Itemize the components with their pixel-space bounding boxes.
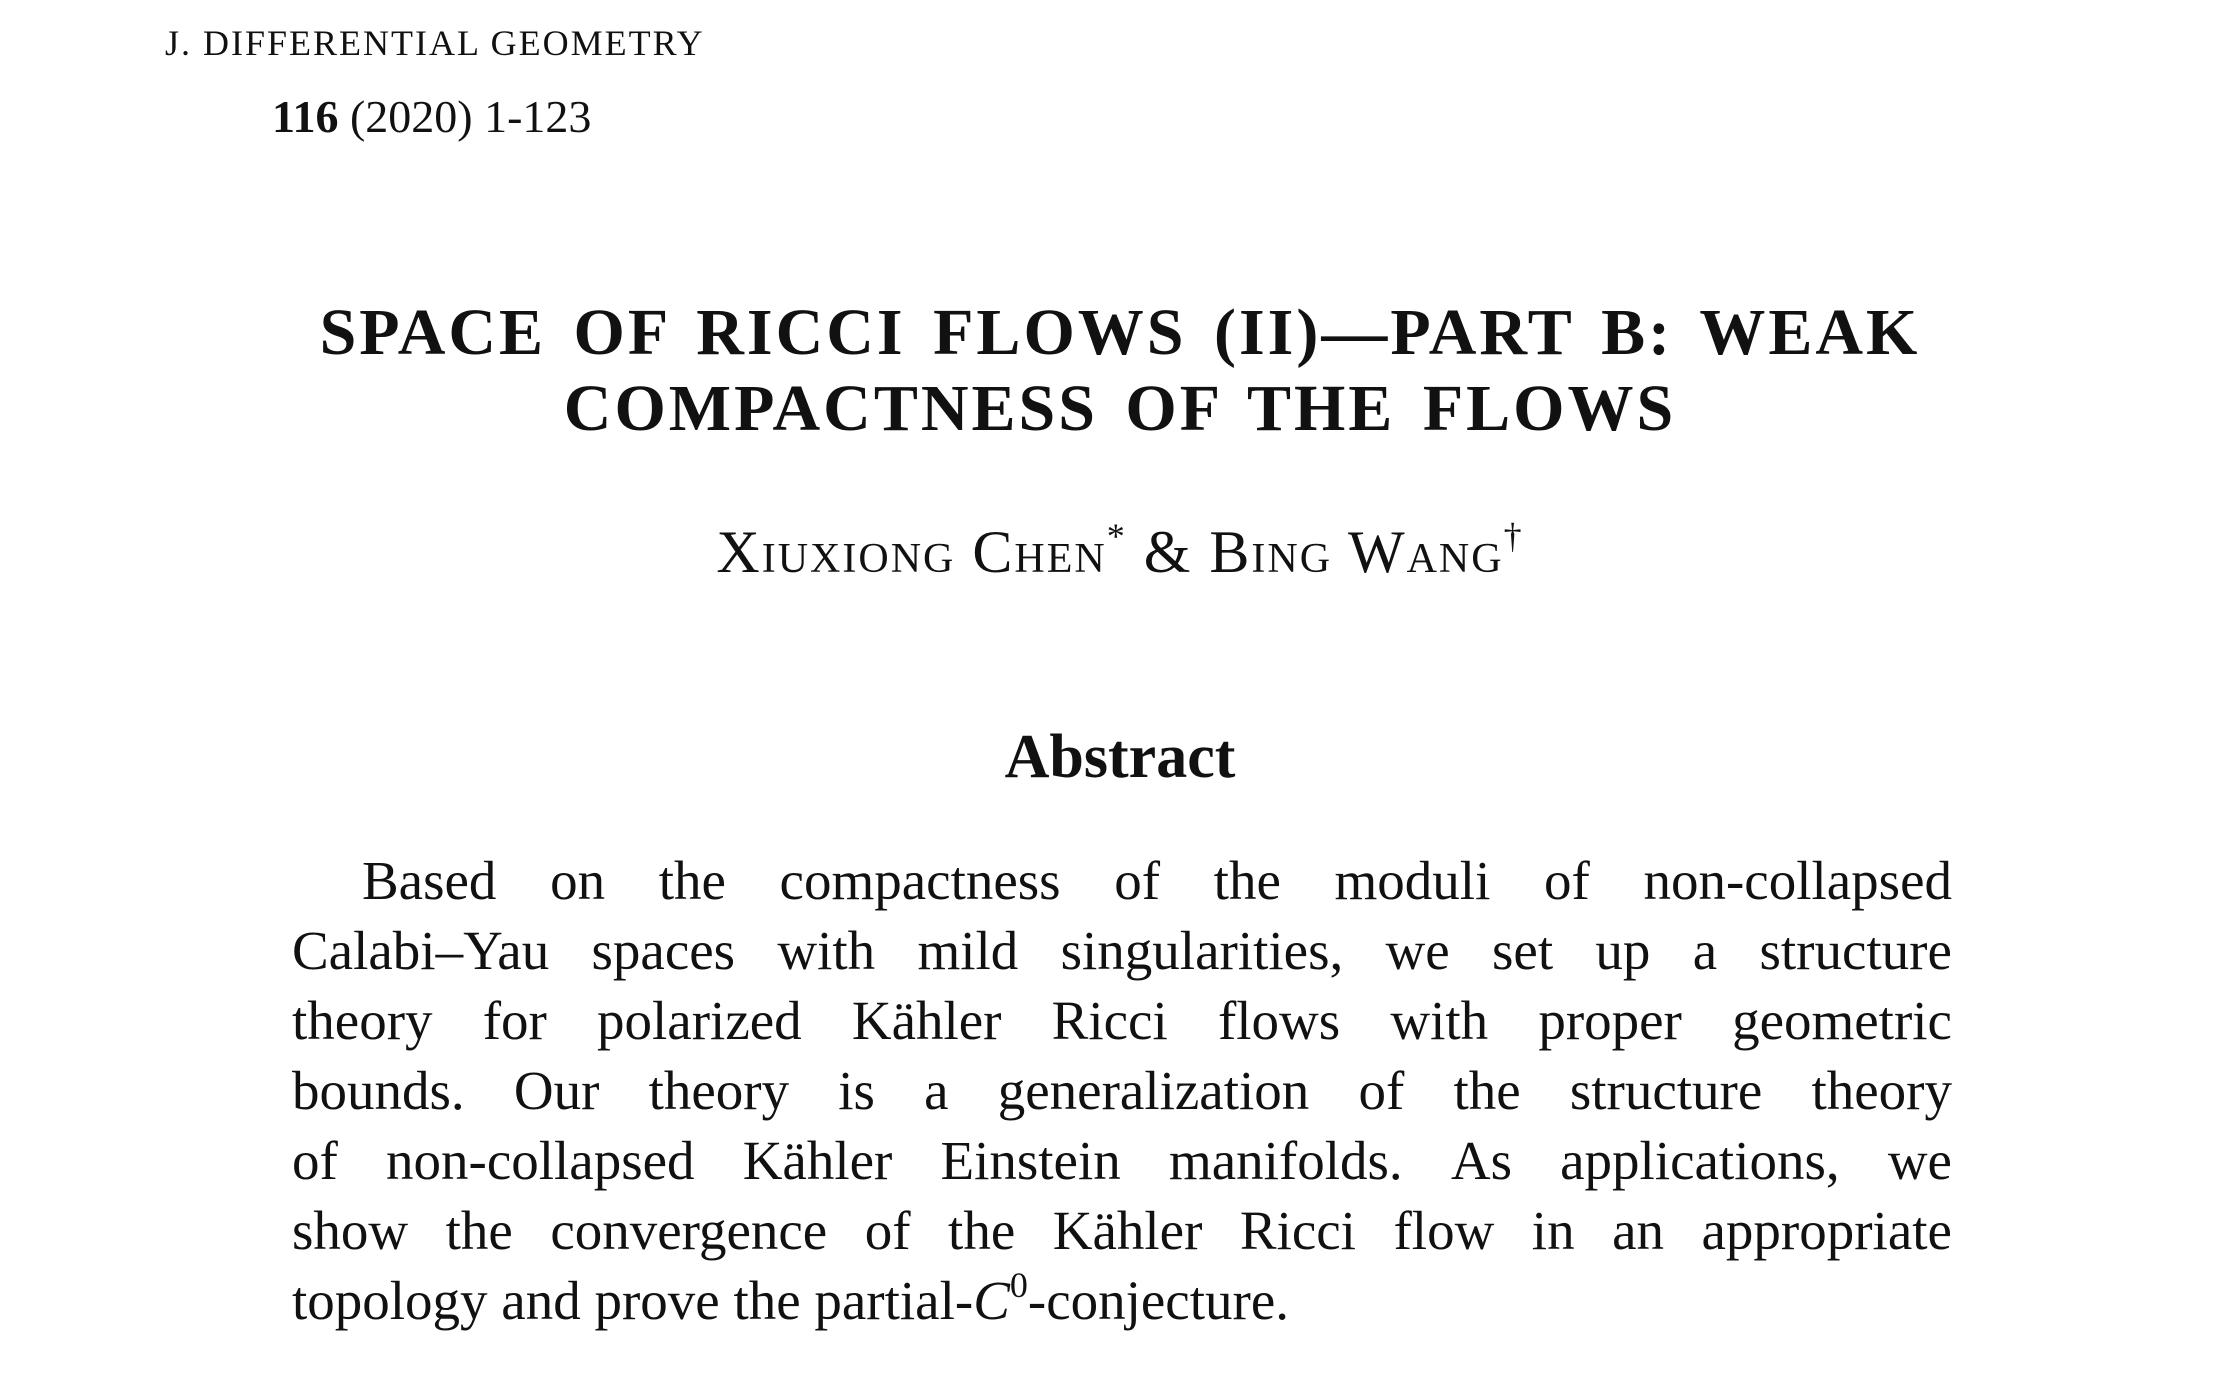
author-list xyxy=(160,518,2080,587)
journal-pages: 1-123 xyxy=(484,91,592,142)
abstract-word: is xyxy=(838,1060,875,1121)
abstract-word: compactness xyxy=(779,850,1061,911)
journal-volume: 116 xyxy=(272,91,339,142)
abstract-word: of xyxy=(1114,850,1161,911)
abstract-word: Kähler xyxy=(851,990,1002,1051)
abstract-body xyxy=(292,846,1952,1336)
abstract-word: set xyxy=(1492,920,1554,981)
abstract-line xyxy=(292,916,1952,986)
journal-issue xyxy=(272,90,591,143)
abstract-word: on xyxy=(550,850,606,911)
abstract-word: a xyxy=(1692,920,1718,981)
abstract-word: polarized xyxy=(597,990,802,1051)
abstract-word: of xyxy=(864,1200,911,1261)
abstract-line xyxy=(292,986,1952,1056)
abstract-heading: Abstract xyxy=(1004,723,1236,791)
author-connector: & xyxy=(1143,519,1193,585)
math-c-zero xyxy=(973,1265,1028,1331)
abstract-word: moduli xyxy=(1334,850,1491,911)
abstract-word: appropriate xyxy=(1701,1200,1952,1261)
abstract-line xyxy=(292,1126,1952,1196)
abstract-word: the xyxy=(445,1200,513,1261)
author-1-name: Xiuxiong Chen xyxy=(716,519,1107,585)
paper-title-line-1: SPACE OF RICCI FLOWS (II)—PART B: WEAK xyxy=(319,296,1921,369)
journal-year: (2020) xyxy=(349,91,473,142)
abstract-word: convergence xyxy=(550,1200,828,1261)
author-2-name: Bing Wang xyxy=(1209,519,1504,585)
abstract-word: Ricci xyxy=(1239,1200,1356,1261)
paper-title xyxy=(160,295,2080,447)
abstract-word: we xyxy=(1385,920,1450,981)
abstract-word: Ricci xyxy=(1051,990,1168,1051)
abstract-word: singularities, xyxy=(1060,920,1344,981)
abstract-word: theory xyxy=(648,1060,790,1121)
paper-title-line-2: COMPACTNESS OF THE FLOWS xyxy=(563,372,1677,445)
abstract-word: structure xyxy=(1759,920,1952,981)
abstract-word: mild xyxy=(917,920,1019,981)
abstract-word: the xyxy=(1453,1060,1521,1121)
abstract-word: theory xyxy=(292,990,433,1051)
journal-name: J. DIFFERENTIAL GEOMETRY xyxy=(165,23,705,63)
abstract-line xyxy=(292,846,1952,916)
abstract-last-line-prefix: topology and prove the partial- xyxy=(292,1270,974,1331)
author-2-footnote-mark: † xyxy=(1503,516,1524,556)
abstract-word: of xyxy=(1544,850,1590,911)
abstract-word: Based xyxy=(362,850,497,911)
abstract-word: bounds. xyxy=(292,1060,465,1121)
abstract-word: As xyxy=(1450,1130,1512,1191)
abstract-word: Kähler xyxy=(742,1130,893,1191)
abstract-word: Einstein xyxy=(940,1130,1121,1191)
math-symbol: C xyxy=(973,1270,1010,1331)
abstract-word: applications, xyxy=(1560,1130,1840,1191)
abstract-word: of xyxy=(1358,1060,1405,1121)
abstract-word: manifolds. xyxy=(1168,1130,1403,1191)
abstract-word: geometric xyxy=(1732,990,1952,1051)
abstract-line xyxy=(292,1196,1952,1266)
abstract-word: with xyxy=(777,920,876,981)
abstract-word: an xyxy=(1612,1200,1664,1261)
math-superscript: 0 xyxy=(1009,1265,1028,1305)
abstract-word: the xyxy=(948,1200,1016,1261)
abstract-word: spaces xyxy=(591,920,736,981)
abstract-word: Our xyxy=(513,1060,600,1121)
abstract-word: flow xyxy=(1393,1200,1495,1261)
abstract-word: non-collapsed xyxy=(386,1130,695,1191)
abstract-word: Kähler xyxy=(1052,1200,1203,1261)
abstract-word: Calabi–Yau xyxy=(292,920,550,981)
abstract-word: generalization xyxy=(997,1060,1310,1121)
abstract-word: show xyxy=(292,1200,409,1261)
abstract-word: non-collapsed xyxy=(1643,850,1952,911)
abstract-word: the xyxy=(1213,850,1281,911)
abstract-word: theory xyxy=(1811,1060,1952,1121)
abstract-word: for xyxy=(482,990,547,1051)
abstract-last-line-suffix: -conjecture. xyxy=(1027,1270,1289,1331)
abstract-word: flows xyxy=(1217,990,1341,1051)
abstract-word: of xyxy=(292,1130,338,1191)
abstract-word: a xyxy=(924,1060,949,1121)
abstract-last-line xyxy=(292,1266,1952,1336)
abstract-word: proper xyxy=(1538,990,1682,1051)
abstract-word: up xyxy=(1595,920,1651,981)
abstract-word: the xyxy=(658,850,726,911)
abstract-word: in xyxy=(1531,1200,1575,1261)
abstract-line xyxy=(292,1056,1952,1126)
abstract-word: we xyxy=(1887,1130,1952,1191)
author-1-footnote-mark: * xyxy=(1106,516,1127,556)
abstract-word: structure xyxy=(1569,1060,1763,1121)
abstract-word: with xyxy=(1390,990,1489,1051)
